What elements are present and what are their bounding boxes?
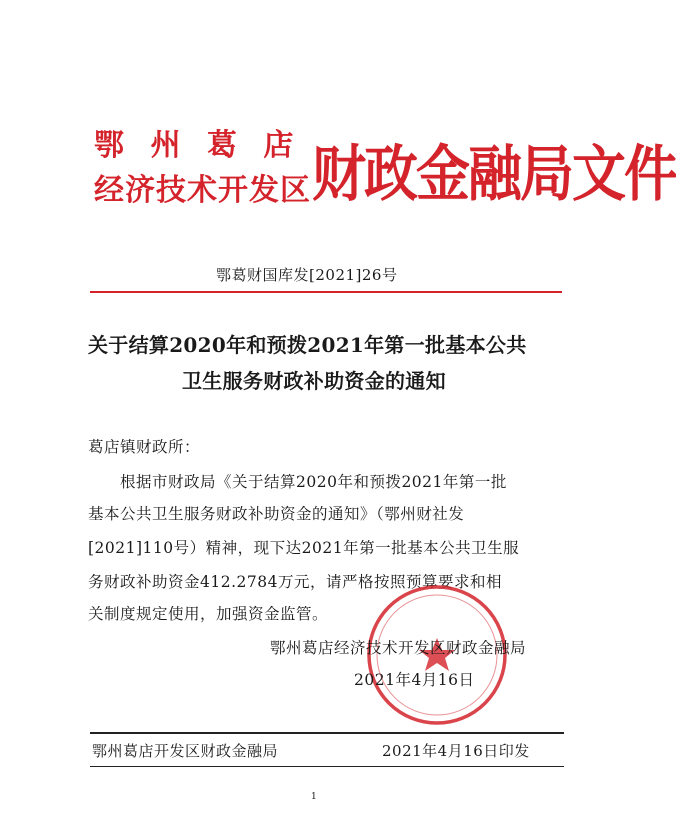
issuer-line-1: 鄂 州 葛 店 (94, 128, 302, 163)
notice-title-line-2: 卫生服务财政补助资金的通知 (182, 369, 446, 393)
footer-bottom-rule (90, 766, 564, 767)
body-line-4: 务财政补助资金412.2784万元，请严格按照预算要求和相 (88, 573, 502, 591)
signature-issuer: 鄂州葛店经济技术开发区财政金融局 (270, 639, 527, 657)
footer-print-date: 2021年4月16日印发 (382, 742, 530, 760)
footer-rule (90, 732, 564, 734)
signature-date: 2021年4月16日 (354, 671, 475, 689)
body-line-3: [2021]110号）精神，现下达2021年第一批基本公共卫生服 (88, 539, 520, 557)
page-number: 1 (311, 792, 317, 802)
body-line-2: 基本公共卫生服务财政补助资金的通知》（鄂州财社发 (88, 505, 465, 523)
body-line-1: 根据市财政局《关于结算2020年和预拨2021年第一批 (120, 473, 507, 491)
notice-title-line-1: 关于结算2020年和预拨2021年第一批基本公共 (88, 333, 527, 357)
footer-issuer: 鄂州葛店开发区财政金融局 (92, 742, 279, 760)
header-red-rule (90, 291, 562, 293)
salutation: 葛店镇财政所： (88, 438, 201, 456)
document-number: 鄂葛财国库发[2021]26号 (216, 266, 398, 284)
issuer-line-2: 经济技术开发区 (94, 173, 311, 208)
document-type-title: 财政金融局文件 (312, 137, 676, 209)
body-line-5: 关制度规定使用，加强资金监管。 (88, 605, 329, 623)
